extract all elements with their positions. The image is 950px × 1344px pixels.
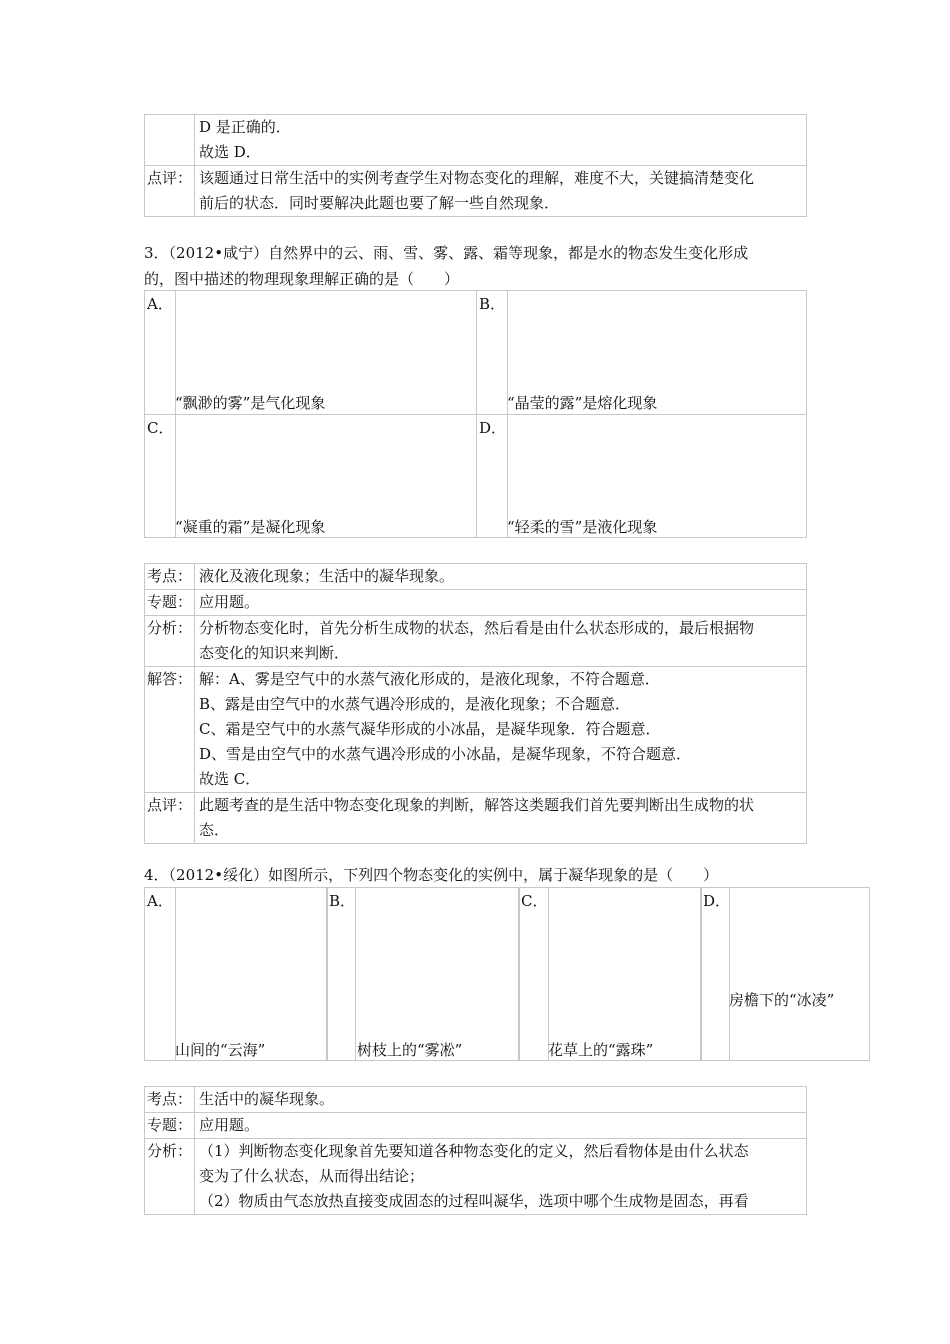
- option-caption: 山间的“云海”: [175, 1041, 266, 1059]
- q3-option-a[interactable]: [144, 290, 477, 415]
- text-line: 应用题。: [199, 1116, 260, 1134]
- option-letter: B．: [329, 892, 356, 910]
- text-line: 生活中的凝华现象。: [199, 1090, 335, 1108]
- row-label: 考点：: [145, 564, 195, 590]
- q4-option-c[interactable]: [518, 887, 701, 1061]
- text-line: 变为了什么状态，从而得出结论；: [199, 1167, 425, 1185]
- top-analysis-table: [144, 114, 807, 217]
- option-image-placeholder: [548, 887, 702, 1061]
- option-caption: “轻柔的雪”是液化现象: [507, 518, 658, 536]
- text-line: 态．: [199, 821, 230, 839]
- table-row: [145, 564, 807, 590]
- row-content: [195, 667, 807, 793]
- q3-option-b[interactable]: [476, 290, 807, 415]
- row-content: [195, 166, 807, 217]
- table-row: [145, 590, 807, 616]
- table-row: [145, 115, 807, 166]
- text-line: 此题考查的是生活中物态变化现象的判断，解答这类题我们首先要判断出生成物的状: [199, 796, 755, 814]
- row-content: [195, 590, 807, 616]
- row-content: [195, 1087, 807, 1113]
- option-caption: “飘渺的雾”是气化现象: [175, 394, 326, 412]
- table-row: [145, 793, 807, 844]
- text-line: 故选 D．: [199, 143, 261, 161]
- text-line: 4．（2012•绥化）如图所示，下列四个物态变化的实例中，属于凝华现象的是（ ）: [144, 866, 719, 884]
- q4-option-d[interactable]: [700, 887, 870, 1061]
- option-letter: B．: [479, 295, 506, 313]
- text-line: 该题通过日常生活中的实例考查学生对物态变化的理解，难度不大，关键搞清楚变化: [199, 169, 755, 187]
- table-row: [145, 166, 807, 217]
- option-caption: 房檐下的“冰凌”: [729, 991, 835, 1009]
- option-letter: C．: [147, 419, 174, 437]
- text-line: （1）判断物态变化现象首先要知道各种物态变化的定义，然后看物体是由什么状态: [199, 1142, 749, 1160]
- table-row: [145, 616, 807, 667]
- option-letter: A．: [147, 892, 173, 910]
- q4-option-b[interactable]: [326, 887, 519, 1061]
- option-letter: C．: [521, 892, 548, 910]
- option-letter: A．: [147, 295, 173, 313]
- q4-analysis-table: [144, 1086, 807, 1215]
- text-line: 故选 C．: [199, 770, 261, 788]
- row-content: [195, 564, 807, 590]
- table-row: [145, 1113, 807, 1139]
- q3-option-d[interactable]: [476, 414, 807, 538]
- text-line: 前后的状态．同时要解决此题也要了解一些自然现象．: [199, 194, 560, 212]
- text-line: 3．（2012•咸宁）自然界中的云、雨、雪、雾、露、霜等现象，都是水的物态发生变化形成: [144, 244, 749, 262]
- option-image-placeholder: [175, 887, 328, 1061]
- row-label: 专题：: [145, 590, 195, 616]
- q4-option-a[interactable]: [144, 887, 327, 1061]
- q3-option-c[interactable]: [144, 414, 477, 538]
- text-line: 的，图中描述的物理现象理解正确的是（ ）: [144, 270, 460, 288]
- text-line: 态变化的知识来判断．: [199, 644, 350, 662]
- row-label: 分析：: [145, 616, 195, 667]
- option-caption: 树枝上的“雾凇”: [357, 1041, 463, 1059]
- table-row: [145, 1139, 807, 1215]
- row-label: 点评：: [145, 166, 195, 217]
- q3-analysis-table: [144, 563, 807, 844]
- row-content: [195, 793, 807, 844]
- row-label: 解答：: [145, 667, 195, 793]
- row-label: 考点：: [145, 1087, 195, 1113]
- text-line: D、雪是由空气中的水蒸气遇冷形成的小冰晶，是凝华现象，不符合题意．: [199, 745, 692, 763]
- row-content: [195, 1113, 807, 1139]
- option-caption: “晶莹的露”是熔化现象: [507, 394, 658, 412]
- option-caption: 花草上的“露珠”: [548, 1041, 654, 1059]
- text-line: 解：A、雾是空气中的水蒸气液化形成的，是液化现象，不符合题意．: [199, 670, 660, 688]
- table-row: [145, 667, 807, 793]
- row-label: [145, 115, 195, 166]
- text-line: 液化及液化现象；生活中的凝华现象。: [199, 567, 455, 585]
- text-line: 应用题。: [199, 593, 260, 611]
- option-letter: D．: [703, 892, 731, 910]
- option-image-placeholder: [729, 887, 870, 1061]
- row-label: 分析：: [145, 1139, 195, 1215]
- text-line: （2）物质由气态放热直接变成固态的过程叫凝华，选项中哪个生成物是固态，再看: [199, 1192, 749, 1210]
- row-label: 专题：: [145, 1113, 195, 1139]
- text-line: B、露是由空气中的水蒸气遇冷形成的，是液化现象；不合题意．: [199, 695, 631, 713]
- option-caption: “凝重的霜”是凝化现象: [175, 518, 326, 536]
- question-3-stem: [144, 240, 748, 292]
- text-line: C、霜是空气中的水蒸气凝华形成的小冰晶，是凝华现象．符合题意．: [199, 720, 661, 738]
- table-row: [145, 1087, 807, 1113]
- row-content: [195, 616, 807, 667]
- option-image-placeholder: [355, 887, 520, 1061]
- row-content: [195, 115, 807, 166]
- text-line: D 是正确的．: [199, 118, 291, 136]
- option-letter: D．: [479, 419, 507, 437]
- row-content: [195, 1139, 807, 1215]
- row-label: 点评：: [145, 793, 195, 844]
- text-line: 分析物态变化时，首先分析生成物的状态，然后看是由什么状态形成的，最后根据物: [199, 619, 755, 637]
- question-4-stem: [144, 862, 718, 888]
